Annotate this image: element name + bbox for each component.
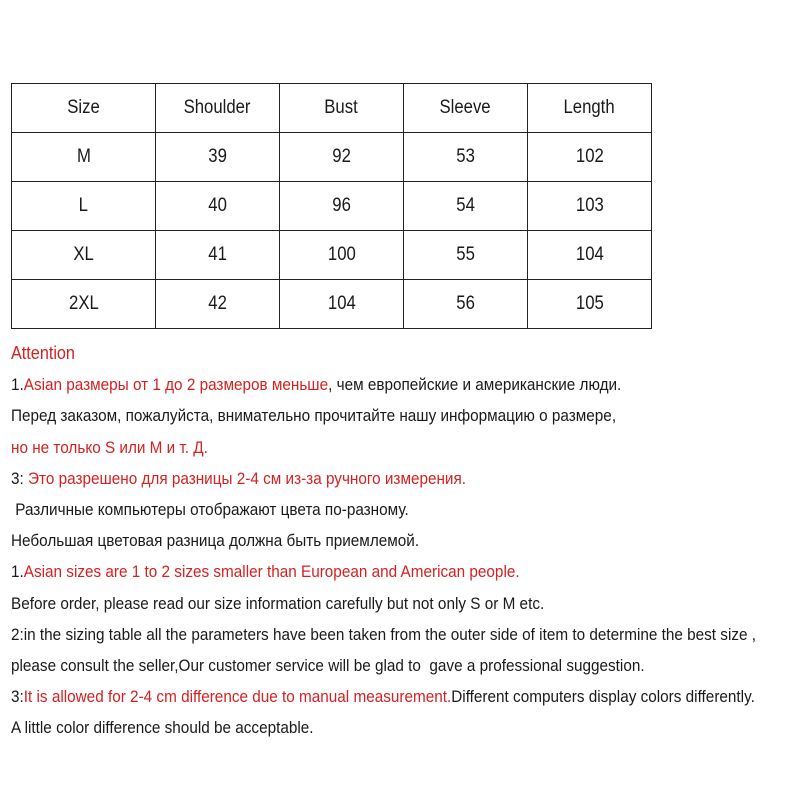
- table-cell: 40: [156, 182, 280, 231]
- en-note-1: [11, 556, 721, 587]
- ru-note-4: [11, 463, 721, 494]
- table-cell: 105: [528, 280, 652, 329]
- table-cell: 42: [156, 280, 280, 329]
- note-highlight: Asian sizes are 1 to 2 sizes smaller than European and American people.: [23, 562, 520, 582]
- header-bust: Bust: [280, 84, 404, 133]
- table-cell: 103: [528, 182, 652, 231]
- ru-note-6: Небольшая цветовая разница должна быть приемлемой.: [11, 531, 420, 551]
- note-text: , чем европейские и американские люди.: [328, 375, 622, 395]
- table-cell: 2XL: [12, 280, 156, 329]
- table-cell: 96: [280, 182, 404, 231]
- note-prefix: 3:: [11, 687, 24, 707]
- en-note-2: Before order, please read our size information carefully but not only S or M etc.: [11, 593, 545, 613]
- en-note-5: [11, 681, 755, 712]
- en-note-3: 2:in the sizing table all the parameters have been taken from the outer side of item to determine the best size ,: [11, 624, 757, 644]
- note-highlight: It is allowed for 2-4 cm difference due to manual measurement.: [23, 687, 452, 707]
- header-size: Size: [12, 84, 156, 133]
- note-text: Different computers display colors differently.: [451, 687, 755, 707]
- table-cell: 104: [528, 231, 652, 280]
- ru-note-2: Перед заказом, пожалуйста, внимательно прочитайте нашу информацию о размере,: [11, 406, 617, 426]
- table-cell: 39: [156, 133, 280, 182]
- table-row: [12, 182, 652, 231]
- note-prefix: 3:: [11, 468, 29, 488]
- table-cell: 53: [404, 133, 528, 182]
- table-cell: 104: [280, 280, 404, 329]
- table-row: [12, 231, 652, 280]
- table-cell: 54: [404, 182, 528, 231]
- ru-note-5: Различные компьютеры отображают цвета по-разному.: [11, 499, 409, 519]
- en-note-4: please consult the seller,Our customer service will be glad to gave a professional suggestion.: [11, 655, 645, 675]
- table-header-row: [12, 84, 652, 133]
- table-cell: 55: [404, 231, 528, 280]
- header-sleeve: Sleeve: [404, 84, 528, 133]
- table-cell: 56: [404, 280, 528, 329]
- table-row: [12, 280, 652, 329]
- table-cell: 41: [156, 231, 280, 280]
- table-cell: XL: [12, 231, 156, 280]
- table-cell: 102: [528, 133, 652, 182]
- attention-heading: Attention: [11, 343, 75, 363]
- en-note-6: A little color difference should be acceptable.: [11, 718, 314, 738]
- table-cell: 92: [280, 133, 404, 182]
- size-table: [11, 83, 652, 329]
- size-notes: [11, 338, 800, 743]
- table-cell: L: [12, 182, 156, 231]
- header-shoulder: Shoulder: [156, 84, 280, 133]
- note-highlight: Asian размеры от 1 до 2 размеров меньше: [23, 375, 329, 395]
- note-prefix: 1.: [11, 562, 24, 582]
- ru-note-3: но не только S или M и т. Д.: [11, 437, 208, 457]
- note-prefix: 1.: [11, 375, 24, 395]
- table-cell: 100: [280, 231, 404, 280]
- table-row: [12, 133, 652, 182]
- table-cell: M: [12, 133, 156, 182]
- header-length: Length: [528, 84, 652, 133]
- ru-note-1: [11, 369, 721, 400]
- note-highlight: Это разрешено для разницы 2-4 см из-за ручного измерения.: [28, 468, 467, 488]
